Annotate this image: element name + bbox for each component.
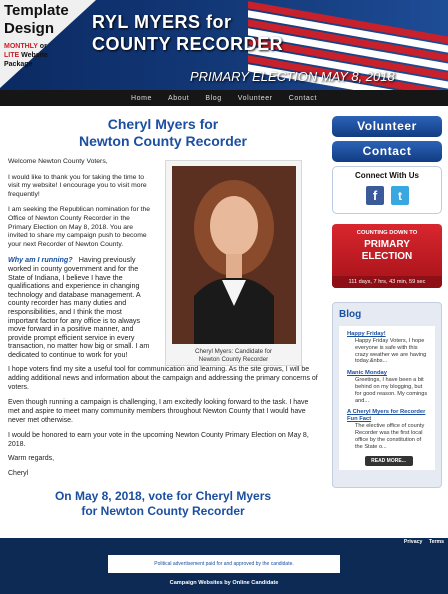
campaign-paragraph: Even though running a campaign is challenging, I am excitedly looking forward to the task. I have met and aspire to meet many community members throughout Newton County that I would have never met otherwise. xyxy=(8,399,309,425)
page-title-line2: Newton County Recorder xyxy=(78,133,247,149)
candidate-portrait-image xyxy=(172,166,296,344)
election-date-banner: PRIMARY ELECTION MAY 8, 2018 xyxy=(190,69,395,84)
nav-home[interactable]: Home xyxy=(130,94,153,102)
badge-lite: LITE xyxy=(4,52,20,59)
blog-list xyxy=(339,326,435,470)
badge-package-text xyxy=(4,42,48,69)
badge-line1: Template xyxy=(4,2,69,19)
connect-box xyxy=(332,166,442,214)
page-title xyxy=(8,116,318,150)
why-heading: Why am I running? xyxy=(8,255,73,265)
blog-entry xyxy=(347,331,430,365)
twitter-icon[interactable]: t xyxy=(391,186,409,205)
nav-contact[interactable]: Contact xyxy=(288,94,318,102)
privacy-link[interactable]: Privacy xyxy=(403,539,423,545)
why-paragraph xyxy=(8,256,153,359)
template-design-badge[interactable] xyxy=(0,0,96,88)
nav-volunteer[interactable]: Volunteer xyxy=(237,94,273,102)
badge-website: Website xyxy=(19,52,48,59)
volunteer-button[interactable]: Volunteer xyxy=(332,116,442,137)
greeting-text: Welcome Newton County Voters, xyxy=(8,158,108,165)
facebook-icon[interactable]: f xyxy=(366,186,384,205)
contact-button[interactable]: Contact xyxy=(332,141,442,162)
voters-paragraph: I hope voters find my site a useful tool for communication and learning. As the site grows, I will be adding additional news and information about the campaign and addressing the primary concerns of voters. xyxy=(8,366,318,392)
footer-bar xyxy=(0,538,448,548)
connect-title: Connect With Us xyxy=(355,171,419,180)
vote-callout-line1: On May 8, 2018, vote for Cheryl Myers xyxy=(54,488,272,503)
countdown-heading-line2: ELECTION xyxy=(361,251,413,262)
candidate-photo xyxy=(172,166,296,344)
countdown-label: COUNTING DOWN TO xyxy=(356,230,418,236)
closing-text: Warm regards, xyxy=(8,455,55,463)
read-more-button[interactable]: READ MORE... xyxy=(365,456,413,466)
blog-entry-title[interactable]: Happy Friday! xyxy=(347,331,386,337)
badge-or: or xyxy=(37,43,47,50)
blog-entry-excerpt: Happy Friday Voters, I hope everyone is safe with this crazy weather we are having today.&nbs... xyxy=(355,338,427,365)
page-content xyxy=(0,106,448,538)
main-column xyxy=(8,116,318,519)
why-body: Having previously worked in county government and for the State of Indiana, I believe I have the qualifications and experience in changing technology and database management. A county recorder has many duties and responsibilities, and I think the most important factor for any office is to always move forward in a positive manner, and provide prompt efficient service in every transaction, no matter how big or small. I am dedicated to continue to work for you! xyxy=(8,255,150,359)
vote-callout-line2: for Newton County Recorder xyxy=(81,503,245,518)
badge-line2: Design xyxy=(4,20,55,37)
blog-entry-title[interactable]: Manic Monday xyxy=(347,370,387,377)
photo-caption xyxy=(166,348,301,363)
blog-box xyxy=(332,302,442,488)
terms-link[interactable]: Terms xyxy=(428,539,444,545)
countdown-heading-line1: PRIMARY xyxy=(364,239,410,250)
nav-blog[interactable]: Blog xyxy=(205,94,222,102)
photo-caption-line2: Newton County Recorder xyxy=(198,355,269,363)
photo-caption-line1: Cheryl Myers: Candidate for xyxy=(194,348,273,355)
nomination-paragraph: I am seeking the Republican nomination for the Office of Newton County Recorder in the Primary Election on May 8, 2018. You are invited to share my campaign push to become your next Recorder of Newton County. xyxy=(8,206,151,248)
nav-about[interactable]: About xyxy=(168,94,190,102)
intro-paragraph: I would like to thank you for taking the time to visit my website! I encourage you to visit more frequently! xyxy=(8,173,147,198)
political-disclaimer: Political advertisement paid for and approved by the candidate. xyxy=(108,555,340,573)
blog-entry xyxy=(347,370,430,404)
vote-paragraph: I would be honored to earn your vote in the upcoming Newton County Primary Election on May 8, 2018. xyxy=(8,432,309,449)
signature-text: Cheryl xyxy=(8,470,29,478)
sidebar xyxy=(332,116,442,488)
site-credit[interactable]: Campaign Websites by Online Candidate xyxy=(169,580,279,586)
candidate-photo-frame xyxy=(165,160,302,366)
candidate-name-line1: RYL MYERS for xyxy=(92,12,232,32)
blog-entry-excerpt: The elective office of county Recorder was the first local office by the constitution of the State o... xyxy=(355,423,425,450)
countdown-timer: 111 days, 7 hrs, 43 min, 59 sec xyxy=(332,276,442,288)
blog-entry-title[interactable]: A Cheryl Myers for Recorder Fun Fact xyxy=(347,409,426,423)
main-nav xyxy=(0,90,448,106)
candidate-name-line2: COUNTY RECORDER xyxy=(92,34,284,54)
badge-package: Package xyxy=(4,61,33,68)
footer-links xyxy=(399,539,444,545)
page-title-line1: Cheryl Myers for xyxy=(107,116,219,132)
blog-entry-excerpt: Greetings, I have been a bit behind on my blogging, but for good reason. My comings and... xyxy=(355,377,428,404)
badge-monthly: MONTHLY xyxy=(4,43,38,50)
blog-entry xyxy=(347,409,430,450)
vote-callout xyxy=(8,489,318,519)
blog-title: Blog xyxy=(339,309,362,320)
countdown-box xyxy=(332,224,442,288)
